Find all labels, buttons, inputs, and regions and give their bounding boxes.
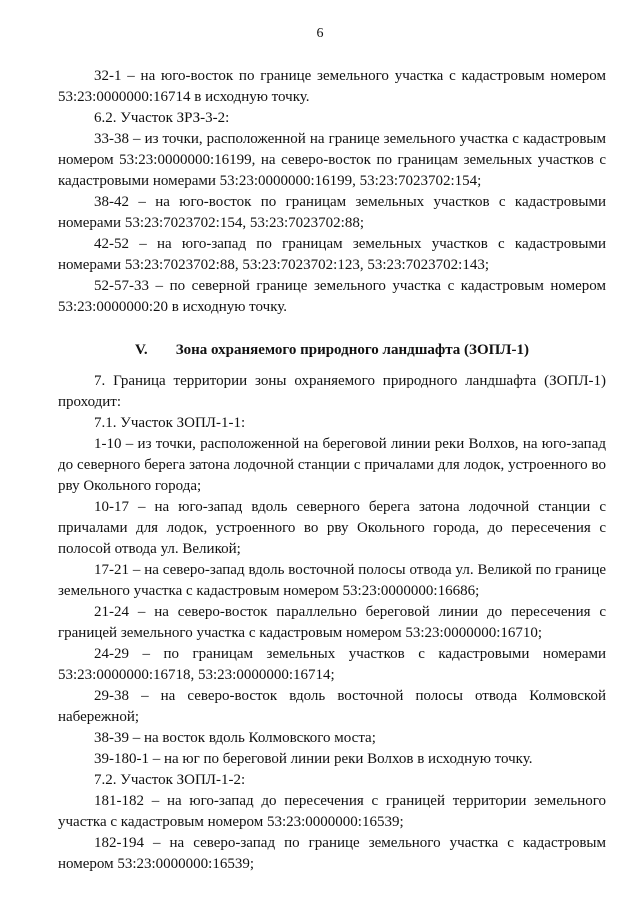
paragraph: 52-57-33 – по северной границе земельного участка с кадастровым номером 53:23:0000000:20 в исходную точку. (58, 278, 606, 315)
paragraph: 17-21 – на северо-запад вдоль восточной полосы отвода ул. Великой по границе земельного участка с кадастровым номером 53:23:0000000:16686; (58, 562, 606, 599)
paragraph: 38-42 – на юго-восток по границам земельных участков с кадастровыми номерами 53:23:7023702:154, 53:23:7023702:88; (58, 194, 606, 231)
paragraph: 181-182 – на юго-запад до пересечения с границей территории земельного участка с кадастровым номером 53:23:0000000:16539; (58, 793, 606, 830)
document-body (58, 66, 606, 875)
paragraph: 7.1. Участок ЗОПЛ-1-1: (94, 415, 246, 431)
paragraph: 7. Граница территории зоны охраняемого природного ландшафта (ЗОПЛ-1) проходит: (58, 373, 606, 410)
section-numeral: V. (135, 342, 148, 358)
paragraph: 6.2. Участок ЗРЗ-3-2: (94, 110, 230, 126)
paragraph: 39-180-1 – на юг по береговой линии реки Волхов в исходную точку. (94, 751, 533, 767)
paragraph: 33-38 – из точки, расположенной на границе земельного участка с кадастровым номером 53:23:0000000:16199, на северо-восток по границам земельных участков с кадастровыми номерами 53:23:0000000:16199, 53:23:7023702:154; (58, 131, 606, 189)
section-heading (58, 318, 606, 371)
paragraph: 1-10 – из точки, расположенной на береговой линии реки Волхов, на юго-запад до северного берега затона лодочной станции с причалами для лодок, устроенного во рву Окольного города; (58, 436, 606, 494)
page-number: 6 (316, 26, 324, 41)
paragraph: 7.2. Участок ЗОПЛ-1-2: (94, 772, 246, 788)
paragraph: 42-52 – на юго-запад по границам земельных участков с кадастровыми номерами 53:23:7023702:88, 53:23:7023702:123, 53:23:7023702:143; (58, 236, 606, 273)
paragraph: 21-24 – на северо-восток параллельно береговой линии до пересечения с границей земельного участка с кадастровым номером 53:23:0000000:16710; (58, 604, 606, 641)
paragraph: 182-194 – на северо-запад по границе земельного участка с кадастровым номером 53:23:0000000:16539; (58, 835, 606, 872)
paragraph: 29-38 – на северо-восток вдоль восточной полосы отвода Колмовской набережной; (58, 688, 606, 725)
paragraph: 38-39 – на восток вдоль Колмовского моста; (94, 730, 376, 746)
paragraph: 10-17 – на юго-запад вдоль северного берега затона лодочной станции с причалами для лодок, устроенного во рву Окольного города, до пересечения с полосой отвода ул. Великой; (58, 499, 606, 557)
paragraph: 32-1 – на юго-восток по границе земельного участка с кадастровым номером 53:23:0000000:16714 в исходную точку. (58, 68, 606, 105)
section-title: Зона охраняемого природного ландшафта (ЗОПЛ-1) (175, 342, 529, 358)
paragraph: 24-29 – по границам земельных участков с кадастровыми номерами 53:23:0000000:16718, 53:23:0000000:16714; (58, 646, 606, 683)
